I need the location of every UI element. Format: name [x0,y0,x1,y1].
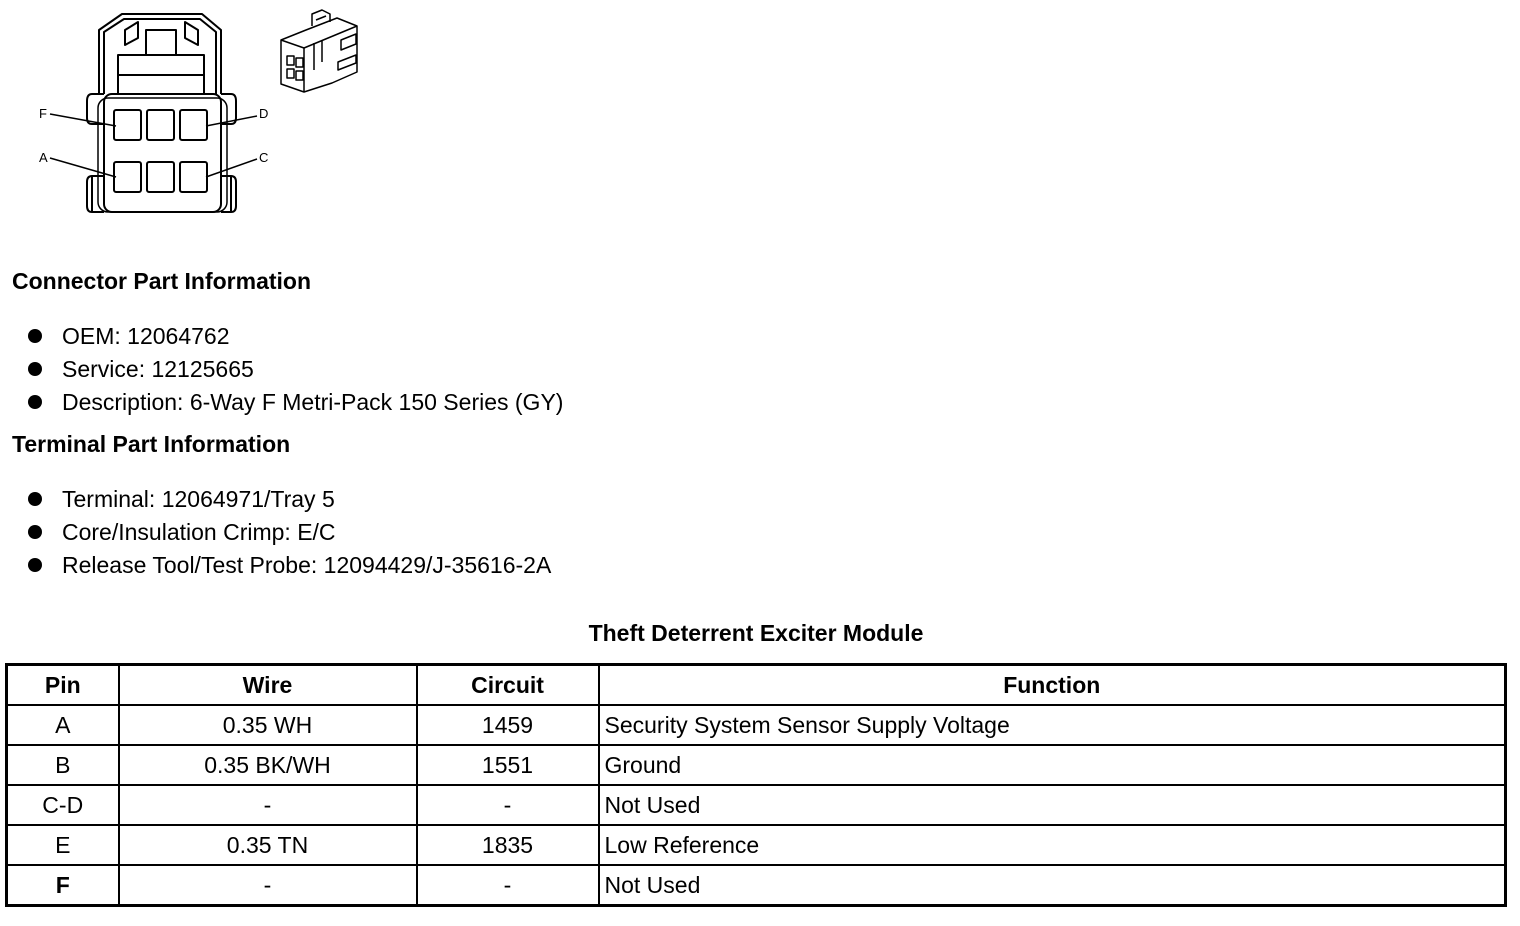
cell-wire: - [119,865,417,906]
column-header-function: Function [599,665,1506,706]
cell-circuit: 1835 [417,825,599,865]
cell-function: Ground [599,745,1506,785]
bullet-icon [28,558,42,572]
column-header-pin: Pin [7,665,119,706]
table-row [7,865,1506,906]
connector-part-info-heading: Connector Part Information [12,268,312,294]
cell-function: Security System Sensor Supply Voltage [599,705,1506,745]
cell-function: Low Reference [599,825,1506,865]
pin-label-a: A [39,150,48,165]
pin-label-c: C [259,150,269,165]
cell-wire: 0.35 BK/WH [119,745,417,785]
bullet-icon [28,329,42,343]
cell-circuit: 1551 [417,745,599,785]
pin-label-f: F [39,106,47,121]
terminal-part-info-list [26,485,551,584]
cavity-f [114,110,141,140]
cavity-e [147,110,174,140]
list-item [26,388,563,421]
pin-label-d: D [259,106,269,121]
table-row [7,745,1506,785]
table-row [7,825,1506,865]
cell-pin: A [7,705,119,745]
connector-iso-icon [281,10,357,92]
table-title: Theft Deterrent Exciter Module [588,620,924,646]
connector-part-info-list [26,322,563,421]
cell-pin: B [7,745,119,785]
table-header-row [7,665,1506,706]
cavity-a [114,162,141,192]
list-item [26,322,563,355]
terminal-part-info-heading: Terminal Part Information [12,431,291,457]
table-row [7,785,1506,825]
pin-table [5,663,1507,907]
list-item-text: Terminal: 12064971/Tray 5 [62,486,335,512]
cavity-b [147,162,174,192]
cell-circuit: - [417,865,599,906]
list-item [26,518,551,551]
list-item-text: Service: 12125665 [62,356,254,382]
bullet-icon [28,362,42,376]
terminal-cavities [114,110,207,192]
list-item [26,355,563,388]
cell-circuit: 1459 [417,705,599,745]
cell-wire: 0.35 WH [119,705,417,745]
cell-wire: 0.35 TN [119,825,417,865]
cavity-c [180,162,207,192]
cell-circuit: - [417,785,599,825]
connector-latch [99,14,221,94]
connector-side-tabs [87,94,236,212]
cell-function: Not Used [599,785,1506,825]
table-row [7,705,1506,745]
cavity-d [180,110,207,140]
list-item-text: OEM: 12064762 [62,323,230,349]
cell-pin: C-D [7,785,119,825]
bullet-icon [28,525,42,539]
list-item-text: Description: 6-Way F Metri-Pack 150 Series (GY) [62,389,564,415]
list-item-text: Core/Insulation Crimp: E/C [62,519,336,545]
cell-pin: F [7,865,119,906]
list-item [26,551,551,584]
list-item [26,485,551,518]
connector-body [104,94,221,212]
cell-pin: E [7,825,119,865]
column-header-circuit: Circuit [417,665,599,706]
connector-face-diagram [0,0,380,230]
bullet-icon [28,395,42,409]
cell-wire: - [119,785,417,825]
list-item-text: Release Tool/Test Probe: 12094429/J-35616-2A [62,552,552,578]
column-header-wire: Wire [119,665,417,706]
bullet-icon [28,492,42,506]
cell-function: Not Used [599,865,1506,906]
